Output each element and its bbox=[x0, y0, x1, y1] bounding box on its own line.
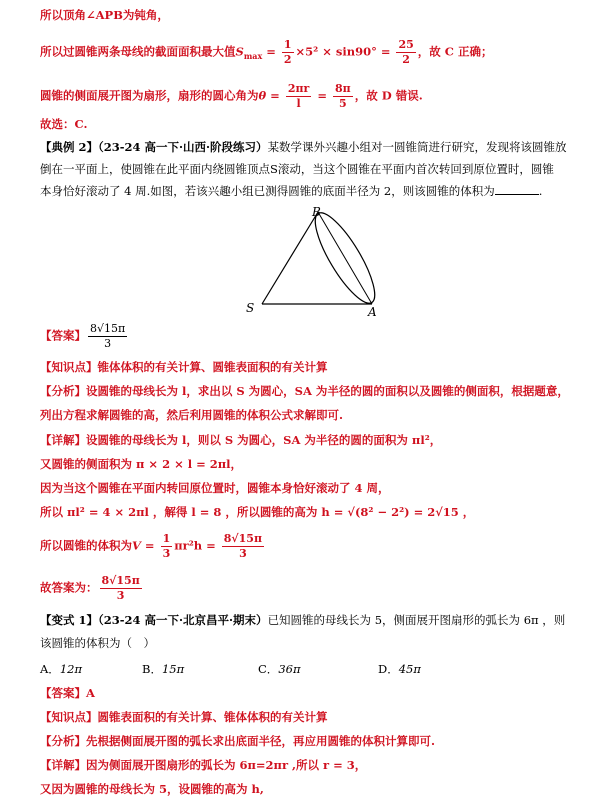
text: ，故 D 错误. bbox=[354, 88, 423, 103]
answer-tag: 【答案】 bbox=[40, 328, 86, 343]
denominator: 2 bbox=[402, 53, 410, 66]
text: ×5² × sin90° = bbox=[295, 44, 395, 59]
fraction bbox=[161, 532, 173, 561]
text: = bbox=[262, 44, 280, 59]
numerator: 8√15π bbox=[223, 532, 263, 545]
fraction bbox=[396, 38, 415, 67]
numerator: 1 bbox=[283, 38, 292, 51]
text-line: 故选：C. bbox=[40, 117, 88, 131]
text-line bbox=[40, 138, 567, 156]
denominator: 5 bbox=[339, 97, 347, 110]
denominator: 3 bbox=[162, 547, 171, 560]
numerator: 8√15π bbox=[90, 322, 126, 335]
text: . bbox=[538, 184, 543, 198]
fraction bbox=[222, 532, 264, 561]
option-b bbox=[142, 660, 184, 678]
denominator: l bbox=[296, 97, 301, 110]
text-line bbox=[40, 532, 266, 561]
text-line bbox=[40, 382, 569, 400]
source: （23-24 高一下·北京昌平·期末） bbox=[98, 613, 268, 627]
label-b: B bbox=[312, 205, 321, 219]
option-d bbox=[378, 660, 421, 678]
analysis-tag: 【分析】 bbox=[40, 384, 86, 398]
option-c bbox=[258, 660, 301, 678]
text-line bbox=[40, 182, 542, 200]
text: 锥体体积的有关计算、圆锥表面积的有关计算 bbox=[97, 360, 328, 374]
text: 所以过圆锥两条母线的截面面积最大值 bbox=[40, 44, 236, 59]
text: πr²h = bbox=[174, 538, 220, 553]
denominator: 3 bbox=[104, 337, 112, 350]
option-a bbox=[40, 660, 82, 678]
cone-figure bbox=[232, 204, 382, 318]
analysis-tag: 【分析】 bbox=[40, 734, 86, 748]
text-line bbox=[40, 611, 565, 629]
text: 所以圆锥的体积为 bbox=[40, 538, 132, 553]
text-line: 因为当这个圆锥在平面内转回原位置时，圆锥本身恰好滚动了 4 周， bbox=[40, 481, 390, 495]
text-line bbox=[40, 358, 328, 376]
denominator: 3 bbox=[239, 547, 247, 560]
fraction bbox=[286, 82, 312, 111]
source: （23-24 高一下·山西·阶段练习） bbox=[98, 140, 268, 154]
slant-edge-sb bbox=[262, 212, 318, 304]
text-line bbox=[40, 431, 441, 449]
text-line: 所以 πl² = 4 × 2πl ，解得 l = 8 ，所以圆锥的高为 h = √(8² − 2²) = 2√15 ， bbox=[40, 505, 475, 519]
variant-tag: 【变式 1】 bbox=[40, 613, 99, 627]
option-value: 36π bbox=[278, 662, 301, 676]
text: 某数学课外兴趣小组对一圆锥筒进行研究，发现将该圆锥放 bbox=[267, 140, 567, 154]
knowledge-tag: 【知识点】 bbox=[40, 360, 98, 374]
text-line bbox=[40, 38, 492, 67]
text-line bbox=[40, 732, 435, 750]
numerator: 25 bbox=[398, 38, 414, 51]
text: 先根据侧面展开图的弧长求出底面半径，再应用圆锥的体积计算即可. bbox=[86, 734, 435, 748]
numerator: 8π bbox=[335, 82, 351, 95]
option-value: 12π bbox=[59, 662, 83, 676]
detail-tag: 【详解】 bbox=[40, 433, 86, 447]
text: 故答案为： bbox=[40, 580, 98, 595]
option-value: 15π bbox=[161, 662, 185, 676]
numerator: 2πr bbox=[287, 82, 310, 95]
denominator: 2 bbox=[283, 53, 292, 66]
denominator: 3 bbox=[116, 589, 125, 602]
text-line bbox=[40, 574, 144, 603]
math-symbol: θ = bbox=[258, 88, 284, 103]
text: 圆锥表面积的有关计算、锥体体积的有关计算 bbox=[97, 710, 328, 724]
cone-base-ellipse bbox=[305, 206, 382, 311]
label-s: S bbox=[246, 301, 255, 315]
fraction bbox=[100, 574, 142, 603]
knowledge-tag: 【知识点】 bbox=[40, 710, 98, 724]
text: 设圆锥的母线长为 l，则以 S 为圆心，SA 为半径的圆的面积为 πl²， bbox=[86, 433, 442, 447]
text-line: 该圆锥的体积为（ ） bbox=[40, 636, 155, 650]
fraction bbox=[88, 322, 127, 351]
math-symbol: S bbox=[235, 44, 244, 59]
text-line: 倒在一平面上，使圆锥在此平面内绕圆锥顶点S滚动，当这个圆锥在平面内首次转回到原位置时，圆锥 bbox=[40, 162, 554, 176]
option-value: 45π bbox=[398, 662, 421, 676]
text-line bbox=[40, 756, 366, 774]
base-diameter bbox=[318, 212, 372, 304]
text-line: 列出方程求解圆锥的高，然后利用圆锥的体积公式求解即可. bbox=[40, 408, 344, 422]
text-line bbox=[40, 82, 423, 111]
label-a: A bbox=[368, 305, 377, 318]
numerator: 8√15π bbox=[101, 574, 140, 587]
answer-blank bbox=[495, 182, 539, 195]
subscript: max bbox=[243, 50, 263, 61]
fraction bbox=[333, 82, 353, 111]
numerator: 1 bbox=[162, 532, 171, 545]
text: 已知圆锥的母线长为 5，侧面展开图扇形的弧长为 6π ，则 bbox=[267, 613, 566, 627]
text: 圆锥的侧面展开图为扇形，扇形的圆心角为 bbox=[40, 88, 259, 103]
text: 因为侧面展开图扇形的弧长为 6π=2πr ,所以 r = 3， bbox=[86, 758, 367, 772]
text-line bbox=[40, 708, 328, 726]
text: ，故 C 正确； bbox=[417, 44, 493, 59]
text-line bbox=[40, 322, 129, 351]
example-tag: 【典例 2】 bbox=[40, 140, 99, 154]
option-key: B． bbox=[142, 662, 162, 676]
text: = bbox=[313, 88, 331, 103]
fraction bbox=[282, 38, 294, 67]
option-key: C． bbox=[258, 662, 279, 676]
text-line: 又因为圆锥的母线长为 5，设圆锥的高为 h, bbox=[40, 782, 264, 796]
math-symbol: V = bbox=[132, 538, 159, 553]
option-key: A． bbox=[40, 662, 60, 676]
text: 设圆锥的母线长为 l，求出以 S 为圆心，SA 为半径的圆的面积以及圆锥的侧面积，根据题意， bbox=[86, 384, 569, 398]
text-line: 【答案】A bbox=[40, 686, 95, 700]
option-key: D． bbox=[378, 662, 399, 676]
text-line: 所以顶角∠APB为钝角， bbox=[40, 8, 169, 22]
text-line: 又圆锥的侧面积为 π × 2 × l = 2πl， bbox=[40, 457, 243, 471]
detail-tag: 【详解】 bbox=[40, 758, 86, 772]
text: 本身恰好滚动了 4 周.如图，若该兴趣小组已测得圆锥的底面半径为 2，则该圆锥的体积为 bbox=[40, 184, 495, 198]
